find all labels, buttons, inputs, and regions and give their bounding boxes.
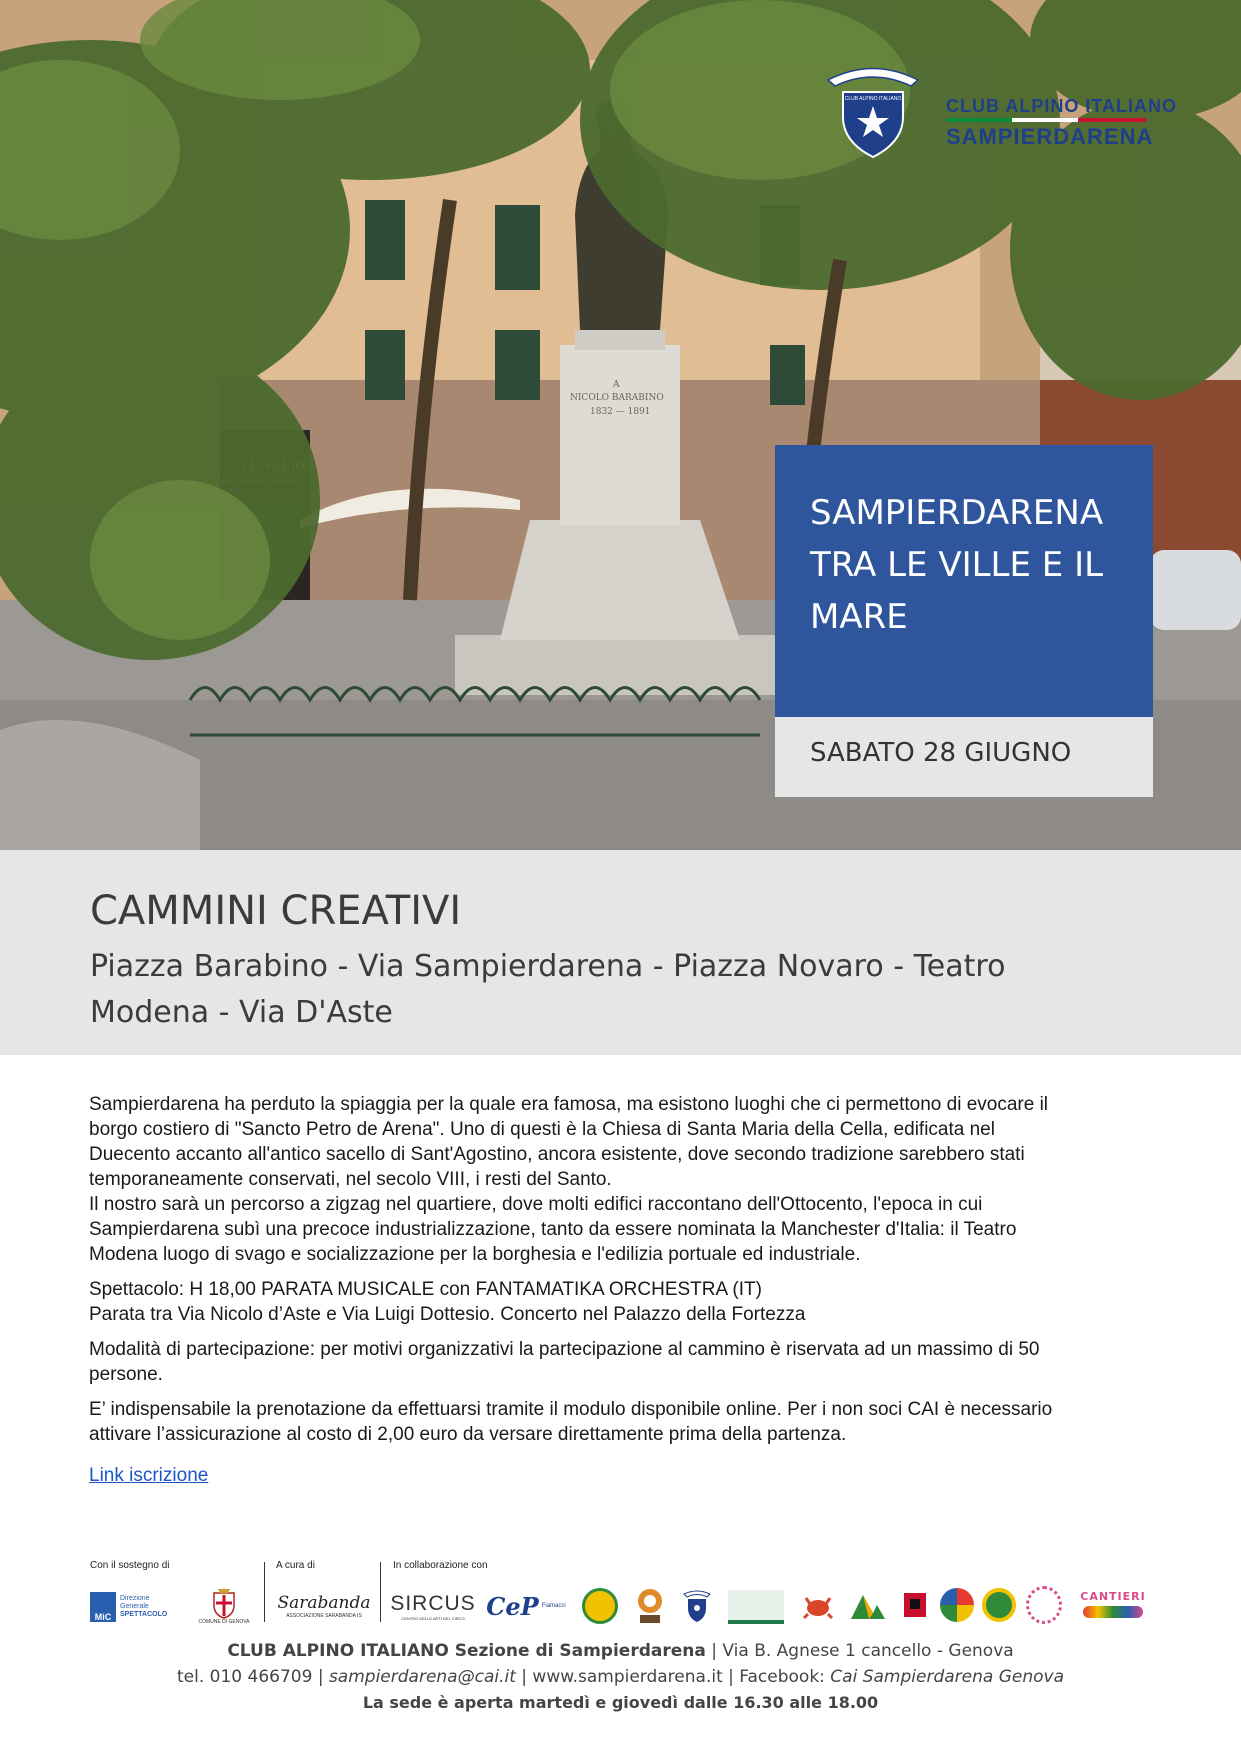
event-title-line: MARE (810, 597, 908, 637)
monument-inscription-line2: NICOLO BARABINO (570, 393, 664, 403)
cep-logo (486, 1586, 566, 1626)
footer-facebook[interactable]: Cai Sampierdarena Genova (830, 1667, 1064, 1687)
sponsor-strip (88, 1560, 1168, 1638)
description-line: Il nostro sarà un percorso a zigzag nel quartiere, dove molti edifici raccontano dell'Ottocento, l'epoca in cui (89, 1194, 983, 1215)
crab-icon (800, 1588, 836, 1624)
caption-collab: In collaborazione con (393, 1560, 488, 1571)
event-date-box (775, 717, 1153, 797)
cep-label: CeP (486, 1591, 539, 1621)
cai-small-logo (680, 1586, 714, 1626)
event-title-line: SAMPIERDARENA (810, 493, 1104, 533)
sarabanda-logo (274, 1584, 374, 1628)
section-heading: CAMMINI CREATIVI (90, 888, 462, 934)
cantieri-color-bar (1083, 1606, 1143, 1618)
cai-emblem-text: CLUB ALPINO ITALIANO (844, 96, 902, 102)
footer-org: CLUB ALPINO ITALIANO Sezione di Sampierdarena (227, 1641, 706, 1661)
divider (380, 1562, 381, 1622)
event-title-line: TRA LE VILLE E IL (810, 545, 1104, 585)
partner-emblem-icon (633, 1587, 667, 1625)
heading-band (0, 850, 1241, 1055)
mic-line1: Direzione (120, 1595, 150, 1602)
footer-web: | www.sampierdarena.it | Facebook: (515, 1667, 831, 1687)
show-line: Parata tra Via Nicolo d’Aste e Via Luigi Dottesio. Concerto nel Palazzo della Fortezza (89, 1304, 806, 1325)
sarabanda-script: Sarabanda (277, 1593, 371, 1613)
partner-crab-logo (798, 1586, 838, 1626)
participation-paragraph (89, 1337, 1159, 1387)
cantieri-logo (1078, 1582, 1148, 1626)
footer-line2 (0, 1664, 1241, 1690)
sircus-logo (390, 1586, 476, 1626)
booking-line: attivare l’assicurazione al costo di 2,00 euro da versare direttamente prima della partenza. (89, 1424, 847, 1445)
footer-tel: tel. 010 466709 | (177, 1667, 329, 1687)
cantieri-label: CANTIERI (1080, 1590, 1146, 1603)
partner-round-logo (582, 1588, 618, 1624)
sarabanda-label: ASSOCIAZIONE SARABANDA IS (286, 1613, 362, 1619)
footer-address: | Via B. Agnese 1 cancello - Genova (705, 1641, 1014, 1661)
description-line: Sampierdarena ha perduto la spiaggia per la quale era famosa, ma esistono luoghi che ci permettono di evocare il (89, 1094, 1049, 1115)
figure-icon (900, 1587, 930, 1625)
italian-flag-stripe (946, 118, 1146, 122)
footer (0, 1638, 1241, 1716)
sircus-label: SIRCUS (390, 1591, 476, 1615)
description-line: Duecento accanto all'antico sacello di Sant'Agostino, ancora esistente, dove secondo tradizione sarebbero stati (89, 1144, 1025, 1165)
footer-hours: La sede è aperta martedì e giovedì dalle 16.30 alle 18.00 (362, 1693, 879, 1712)
footer-email[interactable]: sampierdarena@cai.it (328, 1667, 516, 1687)
participation-line: persone. (89, 1364, 163, 1385)
monument-inscription-line3: 1832 — 1891 (590, 407, 651, 417)
booking-paragraph (89, 1397, 1159, 1447)
cai-emblem-icon (823, 62, 923, 162)
cai-logo-line1: CLUB ALPINO ITALIANO (946, 96, 1177, 116)
mic-line2: Generale (120, 1603, 149, 1610)
description-line: Modena luogo di svago e socializzazione per la borghesia e l'edilizia portuale ed industriale. (89, 1244, 861, 1265)
event-description (89, 1092, 1159, 1488)
participation-line: Modalità di partecipazione: per motivi organizzativi la partecipazione al cammino è riservata ad un massimo di 50 (89, 1339, 1040, 1360)
booking-line: E’ indispensabile la prenotazione da effettuarsi tramite il modulo disponibile online. Per i non soci CAI è necessario (89, 1399, 1053, 1420)
partner-green-badge-logo (982, 1588, 1016, 1622)
partner-dots-logo (1026, 1586, 1062, 1624)
partner-figure-logo (898, 1586, 932, 1626)
cai-small-emblem-icon (682, 1588, 712, 1624)
event-title (810, 487, 1140, 643)
cai-logo-line2: SAMPIERDARENA (946, 124, 1154, 149)
cep-sub: Fiamacci (541, 1603, 566, 1609)
event-title-box (775, 445, 1153, 717)
cai-logo (823, 62, 1177, 172)
route-subheading: Piazza Barabino - Via Sampierdarena - Piazza Novaro - Teatro Modena - Via D'Aste (90, 949, 1006, 1030)
comune-genova-logo (192, 1582, 256, 1630)
partner-color-wheel-logo (940, 1588, 974, 1622)
comune-label: COMUNE DI GENOVA (198, 1619, 250, 1625)
mic-line3: SPETTACOLO (120, 1611, 168, 1618)
caption-support: Con il sostegno di (90, 1560, 170, 1571)
monument-inscription-line1: A (613, 380, 620, 390)
triangle-icon (847, 1589, 887, 1623)
partner-rect-logo (728, 1590, 784, 1624)
partner-triangle-logo (846, 1588, 888, 1624)
event-date: SABATO 28 GIUGNO (810, 738, 1072, 768)
footer-line1 (0, 1638, 1241, 1664)
hero-photo (0, 0, 1241, 850)
caption-curated: A cura di (276, 1560, 315, 1571)
mic-logo (90, 1588, 182, 1626)
description-line: Sampierdarena subì una precoce industrializzazione, tanto da essere nominata la Manchester d'Italia: il Teatro (89, 1219, 1017, 1240)
mic-abbr: MiC (90, 1592, 116, 1622)
description-paragraph (89, 1092, 1159, 1267)
show-paragraph (89, 1277, 1159, 1327)
partner-logo (632, 1586, 668, 1626)
sircus-sub: CENTRO DELLE ARTI DEL CIRCO (401, 1615, 465, 1621)
registration-link[interactable]: Link iscrizione (89, 1465, 209, 1486)
coat-of-arms-icon (210, 1587, 238, 1619)
description-line: borgo costiero di "Sancto Petro de Arena". Uno di questi è la Chiesa di Santa Maria della Cella, edificata nel (89, 1119, 995, 1140)
show-line: Spettacolo: H 18,00 PARATA MUSICALE con FANTAMATIKA ORCHESTRA (IT) (89, 1279, 762, 1300)
description-line: temporaneamente conservati, nel secolo VIII, i resti del Santo. (89, 1169, 612, 1190)
divider (264, 1562, 265, 1622)
